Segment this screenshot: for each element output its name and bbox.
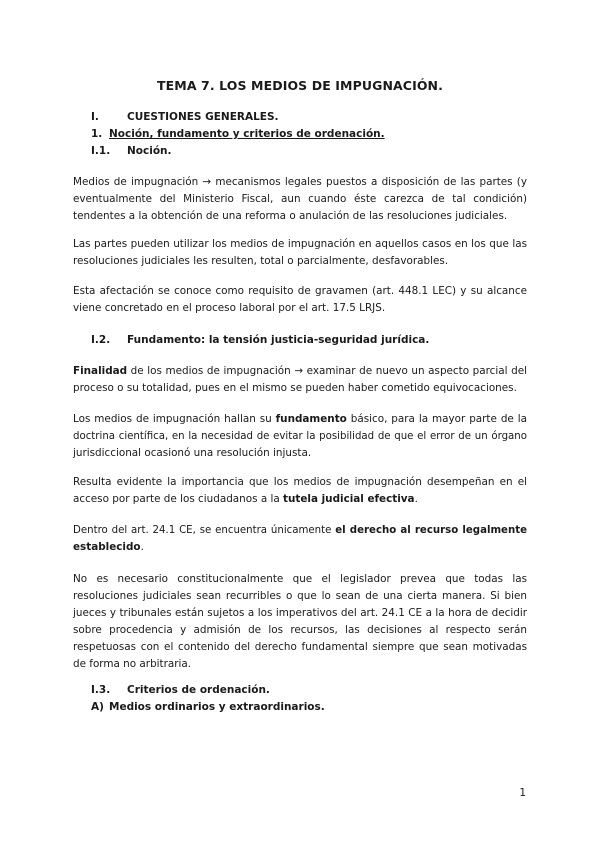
text-line: Las partes pueden utilizar los medios de impugnación en aquellos casos en los que las	[73, 238, 527, 250]
text-line: respetuosas con el contenido del derecho fundamental siempre que sean motivadas	[73, 641, 527, 653]
paragraph-tutela	[73, 474, 527, 508]
subheading-medios-ordinarios	[91, 701, 511, 715]
text-line: viene concretado en el proceso laboral por el art. 17.5 LRJS.	[73, 302, 386, 314]
text-line	[73, 522, 527, 539]
paragraph-definicion	[73, 174, 527, 225]
paragraph-derecho-recurso	[73, 522, 527, 556]
subheading-nocion	[91, 145, 511, 159]
text-line: No es necesario constitucionalmente que el legislador prevea que todas las	[73, 573, 527, 585]
subheading-label: Noción.	[127, 145, 172, 157]
text-line	[73, 539, 527, 556]
bold-term: Finalidad	[73, 365, 128, 377]
subheading-nocion-fundamento	[91, 128, 511, 142]
text-line: resoluciones judiciales sean recurribles o que lo sean de una cierta manera. Si bien	[73, 590, 527, 602]
page-title: TEMA 7. LOS MEDIOS DE IMPUGNACIÓN.	[157, 78, 443, 93]
paragraph-fundamento	[73, 411, 527, 462]
text-run: .	[414, 493, 418, 505]
page-number: 1	[519, 787, 526, 799]
text-line: jueces y tribunales están sujetos a los imperativos del art. 24.1 CE a la hora de decidir	[73, 607, 527, 619]
text-line: de forma no arbitraria.	[73, 658, 192, 670]
subheading-number: 1.	[91, 128, 103, 140]
subheading-criterios	[91, 684, 511, 698]
subheading-fundamento	[91, 334, 511, 348]
bold-term: establecido	[73, 541, 141, 553]
bold-term: tutela judicial efectiva	[283, 493, 415, 505]
section-number: I.	[91, 111, 99, 123]
text-line	[73, 411, 527, 428]
paragraph-constitucional	[73, 571, 527, 673]
paragraph-gravamen	[73, 283, 527, 317]
text-line: resoluciones judiciales les resulten, total o parcialmente, desfavorables.	[73, 255, 449, 267]
bold-term: el derecho al recurso legalmente	[335, 525, 527, 536]
bold-term: fundamento	[275, 413, 347, 425]
subheading-number: I.1.	[91, 145, 111, 157]
text-run: Dentro del art. 24.1 CE, se encuentra únicamente	[73, 525, 336, 536]
paragraph-partes	[73, 236, 527, 270]
text-line: eventualmente del Ministerio Fiscal, aun cuando éste carezca de tal condición)	[73, 193, 527, 205]
subheading-label: Medios ordinarios y extraordinarios.	[109, 701, 325, 713]
text-line: Resulta evidente la importancia que los medios de impugnación desempeñan en el	[73, 476, 527, 488]
text-run: de los medios de impugnación → examinar de nuevo un aspecto parcial del	[127, 365, 527, 377]
paragraph-finalidad	[73, 363, 527, 397]
text-line: sobre procedencia y admisión de los recursos, las decisiones al respecto serán	[73, 624, 527, 636]
text-line: Medios de impugnación → mecanismos legales puestos a disposición de las partes (y	[73, 176, 527, 188]
subheading-number: A)	[91, 701, 104, 713]
subheading-number: I.2.	[91, 334, 111, 346]
section-heading-cuestiones	[91, 111, 511, 125]
text-line: jurisdiccional ocasionó una resolución injusta.	[73, 447, 312, 459]
text-run: básico, para la mayor parte de la	[346, 413, 527, 425]
text-line: doctrina científica, en la necesidad de evitar la posibilidad de que el error de un órgano	[73, 431, 527, 442]
text-line	[73, 491, 527, 508]
text-line: tendentes a la obtención de una reforma o anulación de las resoluciones judiciales.	[73, 210, 508, 222]
text-line: proceso o su totalidad, pues en el mismo se pueden haber cometido equivocaciones.	[73, 382, 517, 394]
subheading-label: Fundamento: la tensión justicia-seguridad jurídica.	[127, 334, 430, 346]
subheading-number: I.3.	[91, 684, 111, 696]
text-line	[73, 363, 527, 380]
subheading-label: Noción, fundamento y criterios de ordenación.	[109, 128, 385, 140]
text-run: .	[140, 541, 144, 553]
section-label: CUESTIONES GENERALES.	[127, 111, 279, 123]
text-run: Los medios de impugnación hallan su	[73, 413, 276, 425]
text-line: Esta afectación se conoce como requisito de gravamen (art. 448.1 LEC) y su alcance	[73, 285, 527, 297]
text-run: acceso por parte de los ciudadanos a la	[73, 493, 284, 505]
subheading-label: Criterios de ordenación.	[127, 684, 270, 696]
